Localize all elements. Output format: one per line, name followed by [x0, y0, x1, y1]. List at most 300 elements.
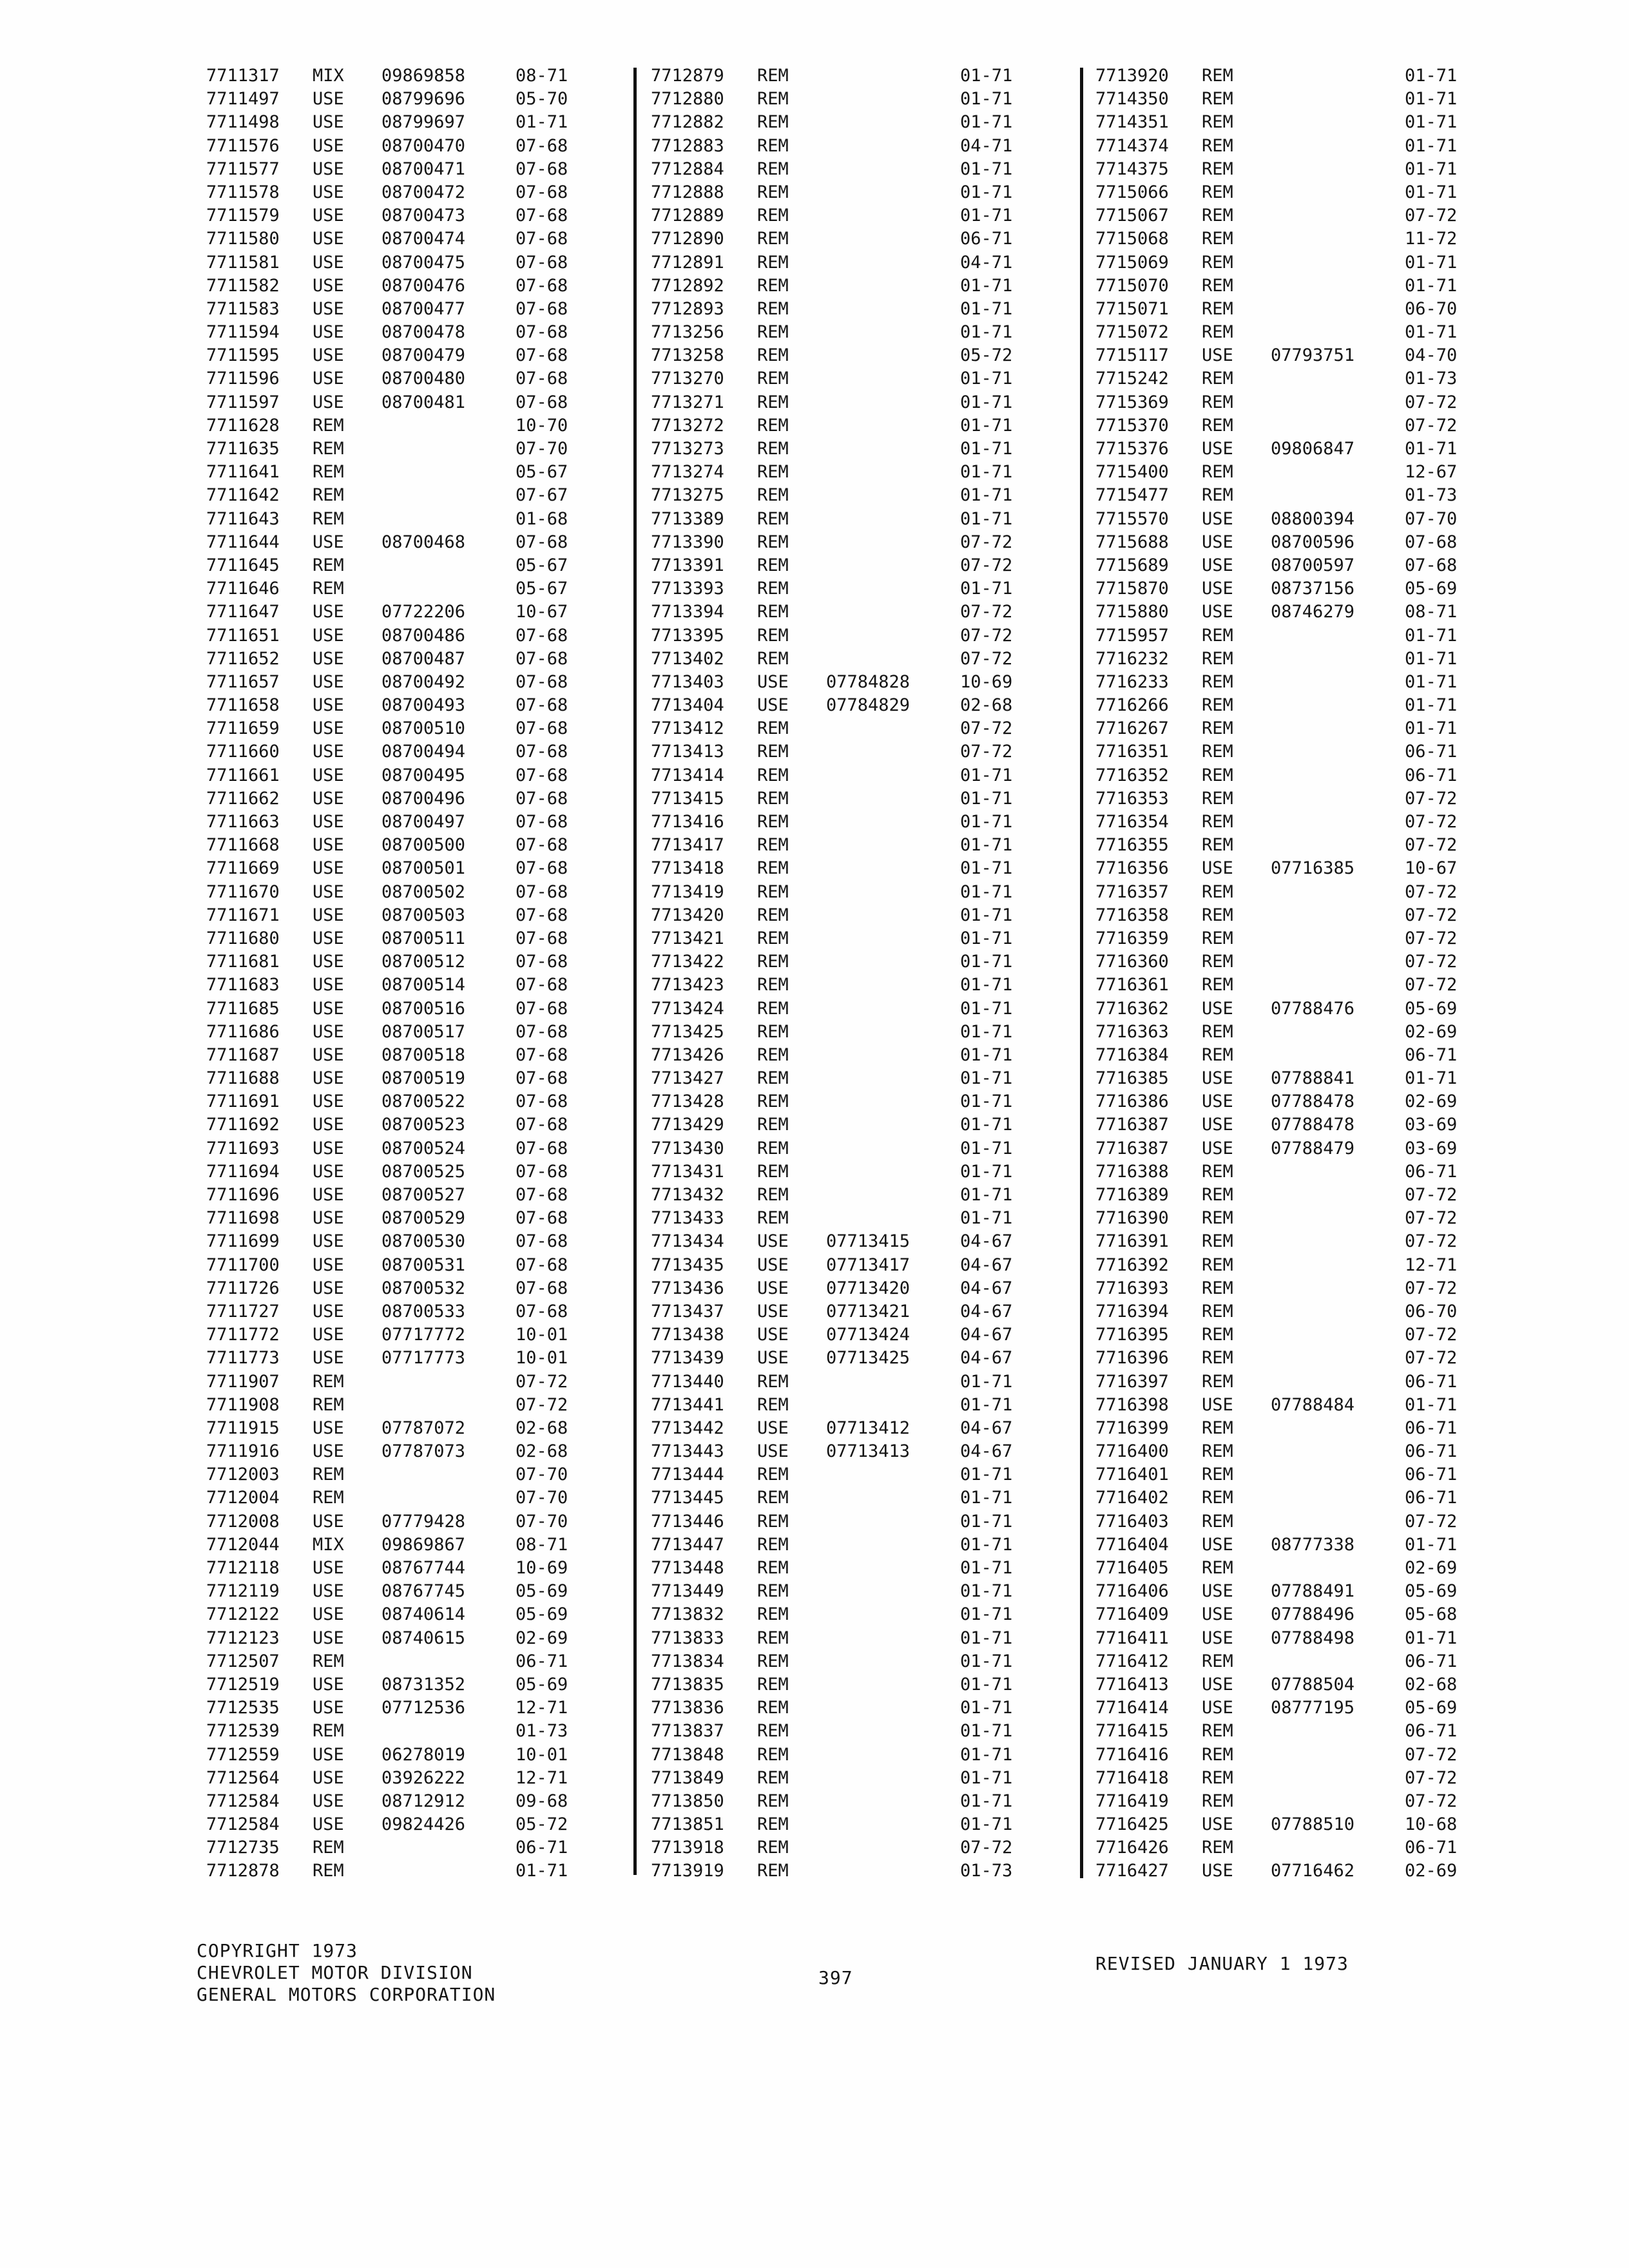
- effective-date: 01-71: [960, 1161, 1013, 1182]
- replacement-part: 08700510: [381, 718, 466, 739]
- part-number: 7716402: [1095, 1488, 1169, 1508]
- effective-date: 07-68: [516, 322, 568, 343]
- list-item: [206, 1603, 644, 1626]
- effective-date: 07-68: [516, 858, 568, 879]
- part-number: 7711663: [206, 812, 280, 832]
- effective-date: 01-71: [960, 1488, 1013, 1508]
- effective-date: 07-70: [516, 439, 568, 459]
- list-item: [1095, 1533, 1534, 1557]
- action-code: REM: [313, 1838, 344, 1858]
- part-number: 7711579: [206, 206, 280, 226]
- replacement-part: 07713424: [826, 1325, 911, 1345]
- action-code: REM: [1202, 206, 1233, 226]
- replacement-part: 08700517: [381, 1021, 466, 1042]
- action-code: REM: [313, 1721, 344, 1742]
- action-code: REM: [757, 1581, 789, 1602]
- list-item: [651, 1300, 1089, 1323]
- effective-date: 06-71: [1405, 765, 1458, 785]
- replacement-part: 08731352: [381, 1674, 466, 1695]
- replacement-part: 08712912: [381, 1791, 466, 1811]
- part-number: 7713415: [651, 788, 724, 809]
- list-item: [651, 834, 1089, 857]
- action-code: USE: [313, 602, 344, 622]
- replacement-part: 07788476: [1271, 998, 1355, 1019]
- action-code: REM: [1202, 1838, 1233, 1858]
- part-number: 7713423: [651, 975, 724, 995]
- effective-date: 06-71: [1405, 1838, 1458, 1858]
- list-item: [206, 1417, 644, 1440]
- effective-date: 01-71: [1405, 66, 1458, 86]
- list-item: [1095, 717, 1534, 740]
- part-number: 7716415: [1095, 1721, 1169, 1742]
- action-code: REM: [757, 66, 789, 86]
- action-code: REM: [313, 415, 344, 436]
- part-number: 7713919: [651, 1861, 724, 1881]
- effective-date: 01-71: [960, 788, 1013, 809]
- part-number: 7711700: [206, 1254, 280, 1275]
- list-item: [206, 1813, 644, 1836]
- action-code: REM: [757, 485, 789, 506]
- part-number: 7715400: [1095, 462, 1169, 483]
- action-code: REM: [757, 975, 789, 995]
- effective-date: 07-68: [516, 392, 568, 412]
- list-item: [1095, 1813, 1534, 1836]
- list-item: [651, 1650, 1089, 1673]
- replacement-part: 08700472: [381, 182, 466, 202]
- action-code: REM: [1202, 975, 1233, 995]
- action-code: REM: [757, 1185, 789, 1205]
- action-code: REM: [313, 1371, 344, 1392]
- part-number: 7713449: [651, 1581, 724, 1602]
- action-code: REM: [757, 392, 789, 412]
- action-code: USE: [313, 1301, 344, 1321]
- part-number: 7711497: [206, 89, 280, 110]
- action-code: USE: [313, 718, 344, 739]
- effective-date: 05-69: [1405, 1698, 1458, 1718]
- action-code: REM: [313, 1465, 344, 1485]
- list-item: [1095, 624, 1534, 648]
- effective-date: 07-72: [960, 648, 1013, 669]
- part-number: 7713413: [651, 742, 724, 762]
- effective-date: 07-72: [960, 555, 1013, 575]
- part-number: 7716363: [1095, 1021, 1169, 1042]
- part-number: 7711669: [206, 858, 280, 879]
- part-number: 7712890: [651, 229, 724, 249]
- list-item: [1095, 298, 1534, 321]
- effective-date: 01-71: [960, 928, 1013, 948]
- part-number: 7715477: [1095, 485, 1169, 506]
- replacement-part: 07712536: [381, 1698, 466, 1718]
- effective-date: 01-71: [960, 112, 1013, 133]
- list-item: [206, 158, 644, 181]
- action-code: REM: [757, 812, 789, 832]
- effective-date: 07-68: [516, 532, 568, 552]
- part-number: 7716267: [1095, 718, 1169, 739]
- effective-date: 07-68: [516, 998, 568, 1019]
- action-code: USE: [313, 1511, 344, 1532]
- action-code: REM: [1202, 462, 1233, 483]
- part-number: 7711641: [206, 462, 280, 483]
- action-code: REM: [313, 1488, 344, 1508]
- part-number: 7712891: [651, 252, 724, 273]
- part-number: 7713436: [651, 1278, 724, 1298]
- effective-date: 01-71: [1405, 1534, 1458, 1555]
- effective-date: 05-69: [1405, 1581, 1458, 1602]
- part-number: 7716398: [1095, 1394, 1169, 1415]
- list-item: [1095, 1300, 1534, 1323]
- action-code: USE: [313, 625, 344, 646]
- replacement-part: 07788478: [1271, 1091, 1355, 1112]
- part-number: 7713421: [651, 928, 724, 948]
- effective-date: 01-71: [960, 1394, 1013, 1415]
- effective-date: 01-71: [960, 485, 1013, 506]
- list-item: [1095, 787, 1534, 811]
- action-code: REM: [1202, 835, 1233, 856]
- action-code: REM: [757, 1651, 789, 1671]
- action-code: REM: [757, 112, 789, 133]
- list-item: [206, 740, 644, 764]
- action-code: REM: [757, 1208, 789, 1229]
- page-number: 397: [818, 1967, 853, 1988]
- action-code: REM: [1202, 182, 1233, 202]
- action-code: USE: [757, 1278, 789, 1298]
- part-number: 7716389: [1095, 1185, 1169, 1205]
- replacement-part: 08700531: [381, 1254, 466, 1275]
- replacement-part: 08700530: [381, 1231, 466, 1252]
- part-number: 7711692: [206, 1115, 280, 1135]
- part-number: 7711635: [206, 439, 280, 459]
- list-item: [651, 64, 1089, 88]
- part-number: 7711643: [206, 508, 280, 529]
- action-code: USE: [313, 369, 344, 389]
- action-code: REM: [1202, 229, 1233, 249]
- part-number: 7713270: [651, 369, 724, 389]
- effective-date: 07-68: [516, 229, 568, 249]
- action-code: REM: [1202, 392, 1233, 412]
- effective-date: 01-71: [960, 159, 1013, 179]
- action-code: USE: [1202, 1604, 1233, 1625]
- action-code: USE: [313, 345, 344, 366]
- action-code: REM: [1202, 881, 1233, 902]
- part-number: 7711668: [206, 835, 280, 856]
- replacement-part: 08767745: [381, 1581, 466, 1602]
- action-code: USE: [757, 1325, 789, 1345]
- part-number: 7716409: [1095, 1604, 1169, 1625]
- part-number: 7716401: [1095, 1465, 1169, 1485]
- action-code: USE: [1202, 858, 1233, 879]
- replacement-part: 08700511: [381, 928, 466, 948]
- action-code: REM: [1202, 812, 1233, 832]
- list-item: [206, 950, 644, 974]
- effective-date: 02-68: [1405, 1674, 1458, 1695]
- copyright-line: GENERAL MOTORS CORPORATION: [197, 1984, 496, 2005]
- list-item: [206, 88, 644, 111]
- list-item: [651, 1090, 1089, 1113]
- action-code: USE: [313, 928, 344, 948]
- part-number: 7715066: [1095, 182, 1169, 202]
- list-item: [651, 1767, 1089, 1790]
- replacement-part: 08740615: [381, 1628, 466, 1648]
- action-code: REM: [757, 1465, 789, 1485]
- action-code: USE: [313, 159, 344, 179]
- action-code: REM: [757, 765, 789, 785]
- effective-date: 01-71: [1405, 648, 1458, 669]
- effective-date: 12-71: [516, 1698, 568, 1718]
- replacement-part: 07788484: [1271, 1394, 1355, 1415]
- list-item: [206, 694, 644, 717]
- effective-date: 12-71: [516, 1767, 568, 1788]
- list-item: [206, 391, 644, 414]
- action-code: REM: [757, 998, 789, 1019]
- parts-column-1: [206, 64, 644, 1883]
- action-code: REM: [757, 369, 789, 389]
- part-number: 7715369: [1095, 392, 1169, 412]
- action-code: USE: [313, 905, 344, 925]
- list-item: [1095, 484, 1534, 507]
- effective-date: 05-67: [516, 555, 568, 575]
- part-number: 7711646: [206, 579, 280, 599]
- action-code: REM: [313, 439, 344, 459]
- action-code: REM: [1202, 695, 1233, 716]
- list-item: [206, 204, 644, 227]
- list-item: [1095, 1744, 1534, 1767]
- part-number: 7713394: [651, 602, 724, 622]
- replacement-part: 06278019: [381, 1744, 466, 1765]
- effective-date: 05-69: [516, 1604, 568, 1625]
- list-item: [1095, 974, 1534, 997]
- part-number: 7711694: [206, 1161, 280, 1182]
- action-code: USE: [1202, 532, 1233, 552]
- effective-date: 07-70: [516, 1488, 568, 1508]
- part-number: 7713446: [651, 1511, 724, 1532]
- list-item: [651, 344, 1089, 367]
- replacement-part: 08700468: [381, 532, 466, 552]
- action-code: REM: [1202, 1021, 1233, 1042]
- list-item: [651, 1696, 1089, 1720]
- part-number: 7711688: [206, 1068, 280, 1089]
- part-number: 7712880: [651, 89, 724, 110]
- list-item: [206, 1021, 644, 1044]
- effective-date: 07-72: [1405, 1511, 1458, 1532]
- effective-date: 07-72: [960, 718, 1013, 739]
- effective-date: 03-69: [1405, 1138, 1458, 1158]
- part-number: 7711685: [206, 998, 280, 1019]
- list-item: [206, 927, 644, 950]
- action-code: REM: [757, 1091, 789, 1112]
- part-number: 7713448: [651, 1558, 724, 1578]
- replacement-part: 07788498: [1271, 1628, 1355, 1648]
- effective-date: 07-72: [1405, 1208, 1458, 1229]
- list-item: [651, 204, 1089, 227]
- replacement-part: 07788491: [1271, 1581, 1355, 1602]
- effective-date: 01-71: [1405, 89, 1458, 110]
- action-code: REM: [757, 1698, 789, 1718]
- action-code: REM: [1202, 765, 1233, 785]
- effective-date: 07-70: [1405, 508, 1458, 529]
- action-code: REM: [1202, 322, 1233, 343]
- action-code: USE: [313, 1698, 344, 1718]
- action-code: REM: [313, 462, 344, 483]
- part-number: 7713920: [1095, 66, 1169, 86]
- part-number: 7714350: [1095, 89, 1169, 110]
- part-number: 7715370: [1095, 415, 1169, 436]
- part-number: 7713445: [651, 1488, 724, 1508]
- effective-date: 01-73: [960, 1861, 1013, 1881]
- list-item: [206, 1486, 644, 1510]
- part-number: 7711582: [206, 275, 280, 296]
- action-code: REM: [757, 322, 789, 343]
- list-item: [1095, 414, 1534, 437]
- part-number: 7713389: [651, 508, 724, 529]
- effective-date: 01-71: [960, 1068, 1013, 1089]
- action-code: USE: [313, 1767, 344, 1788]
- part-number: 7713256: [651, 322, 724, 343]
- list-item: [651, 950, 1089, 974]
- replacement-part: 07793751: [1271, 345, 1355, 366]
- effective-date: 01-71: [960, 369, 1013, 389]
- list-item: [206, 648, 644, 671]
- list-item: [1095, 1860, 1534, 1883]
- part-number: 7713834: [651, 1651, 724, 1671]
- list-item: [1095, 1044, 1534, 1067]
- action-code: REM: [757, 1488, 789, 1508]
- list-item: [206, 1767, 644, 1790]
- effective-date: 05-67: [516, 579, 568, 599]
- action-code: USE: [313, 1254, 344, 1275]
- effective-date: 07-68: [516, 1185, 568, 1205]
- part-number: 7711595: [206, 345, 280, 366]
- effective-date: 01-71: [1405, 112, 1458, 133]
- list-item: [206, 1510, 644, 1533]
- action-code: REM: [757, 1814, 789, 1835]
- list-item: [651, 1277, 1089, 1300]
- list-item: [1095, 1650, 1534, 1673]
- effective-date: 01-71: [960, 1558, 1013, 1578]
- list-item: [1095, 1370, 1534, 1394]
- replacement-part: 08777338: [1271, 1534, 1355, 1555]
- effective-date: 05-70: [516, 89, 568, 110]
- part-number: 7716390: [1095, 1208, 1169, 1229]
- part-number: 7716393: [1095, 1278, 1169, 1298]
- replacement-part: 07787072: [381, 1418, 466, 1438]
- action-code: USE: [313, 1185, 344, 1205]
- list-item: [206, 671, 644, 694]
- list-item: [206, 1580, 644, 1603]
- copyright-line: COPYRIGHT 1973: [197, 1940, 358, 1961]
- action-code: REM: [757, 508, 789, 529]
- action-code: REM: [1202, 1558, 1233, 1578]
- effective-date: 01-71: [960, 1021, 1013, 1042]
- action-code: USE: [313, 881, 344, 902]
- action-code: USE: [313, 1138, 344, 1158]
- part-number: 7713412: [651, 718, 724, 739]
- effective-date: 02-68: [960, 695, 1013, 716]
- action-code: REM: [757, 788, 789, 809]
- effective-date: 07-68: [516, 1208, 568, 1229]
- action-code: USE: [313, 1325, 344, 1345]
- part-number: 7712004: [206, 1488, 280, 1508]
- list-item: [651, 1113, 1089, 1137]
- action-code: REM: [757, 928, 789, 948]
- list-item: [651, 274, 1089, 298]
- part-number: 7716387: [1095, 1138, 1169, 1158]
- list-item: [1095, 834, 1534, 857]
- list-item: [651, 1463, 1089, 1486]
- effective-date: 03-69: [1405, 1115, 1458, 1135]
- list-item: [206, 531, 644, 554]
- list-item: [1095, 344, 1534, 367]
- action-code: USE: [757, 1254, 789, 1275]
- action-code: REM: [757, 858, 789, 879]
- part-number: 7713444: [651, 1465, 724, 1485]
- part-number: 7716411: [1095, 1628, 1169, 1648]
- action-code: REM: [757, 648, 789, 669]
- list-item: [1095, 601, 1534, 624]
- list-item: [206, 1650, 644, 1673]
- effective-date: 01-71: [1405, 275, 1458, 296]
- replacement-part: 07788479: [1271, 1138, 1355, 1158]
- part-number: 7715880: [1095, 602, 1169, 622]
- effective-date: 01-71: [960, 462, 1013, 483]
- effective-date: 01-73: [1405, 485, 1458, 506]
- action-code: REM: [757, 579, 789, 599]
- replacement-part: 08700497: [381, 812, 466, 832]
- list-item: [206, 1113, 644, 1137]
- list-item: [651, 1557, 1089, 1580]
- list-item: [1095, 764, 1534, 787]
- list-item: [1095, 1137, 1534, 1160]
- list-item: [651, 88, 1089, 111]
- action-code: REM: [1202, 1511, 1233, 1532]
- list-item: [1095, 204, 1534, 227]
- action-code: REM: [757, 182, 789, 202]
- list-item: [1095, 554, 1534, 577]
- part-number: 7711581: [206, 252, 280, 273]
- effective-date: 07-68: [516, 812, 568, 832]
- list-item: [1095, 251, 1534, 274]
- part-number: 7712882: [651, 112, 724, 133]
- list-item: [206, 1370, 644, 1394]
- effective-date: 07-68: [516, 975, 568, 995]
- list-item: [1095, 1113, 1534, 1137]
- action-code: REM: [757, 625, 789, 646]
- list-item: [1095, 1417, 1534, 1440]
- effective-date: 08-71: [516, 66, 568, 86]
- action-code: USE: [1202, 1628, 1233, 1648]
- effective-date: 07-72: [1405, 1231, 1458, 1252]
- action-code: USE: [313, 532, 344, 552]
- list-item: [651, 1744, 1089, 1767]
- list-item: [651, 1207, 1089, 1230]
- action-code: REM: [757, 1628, 789, 1648]
- list-item: [206, 1207, 644, 1230]
- part-number: 7711915: [206, 1418, 280, 1438]
- effective-date: 01-71: [960, 812, 1013, 832]
- effective-date: 12-71: [1405, 1254, 1458, 1275]
- effective-date: 07-68: [516, 742, 568, 762]
- effective-date: 01-71: [960, 439, 1013, 459]
- effective-date: 07-68: [516, 1301, 568, 1321]
- list-item: [206, 1557, 644, 1580]
- action-code: REM: [757, 1674, 789, 1695]
- list-item: [206, 484, 644, 507]
- replacement-part: 08700518: [381, 1044, 466, 1065]
- effective-date: 01-71: [960, 1767, 1013, 1788]
- part-number: 7713402: [651, 648, 724, 669]
- part-number: 7712735: [206, 1838, 280, 1858]
- part-number: 7716416: [1095, 1744, 1169, 1765]
- part-number: 7713428: [651, 1091, 724, 1112]
